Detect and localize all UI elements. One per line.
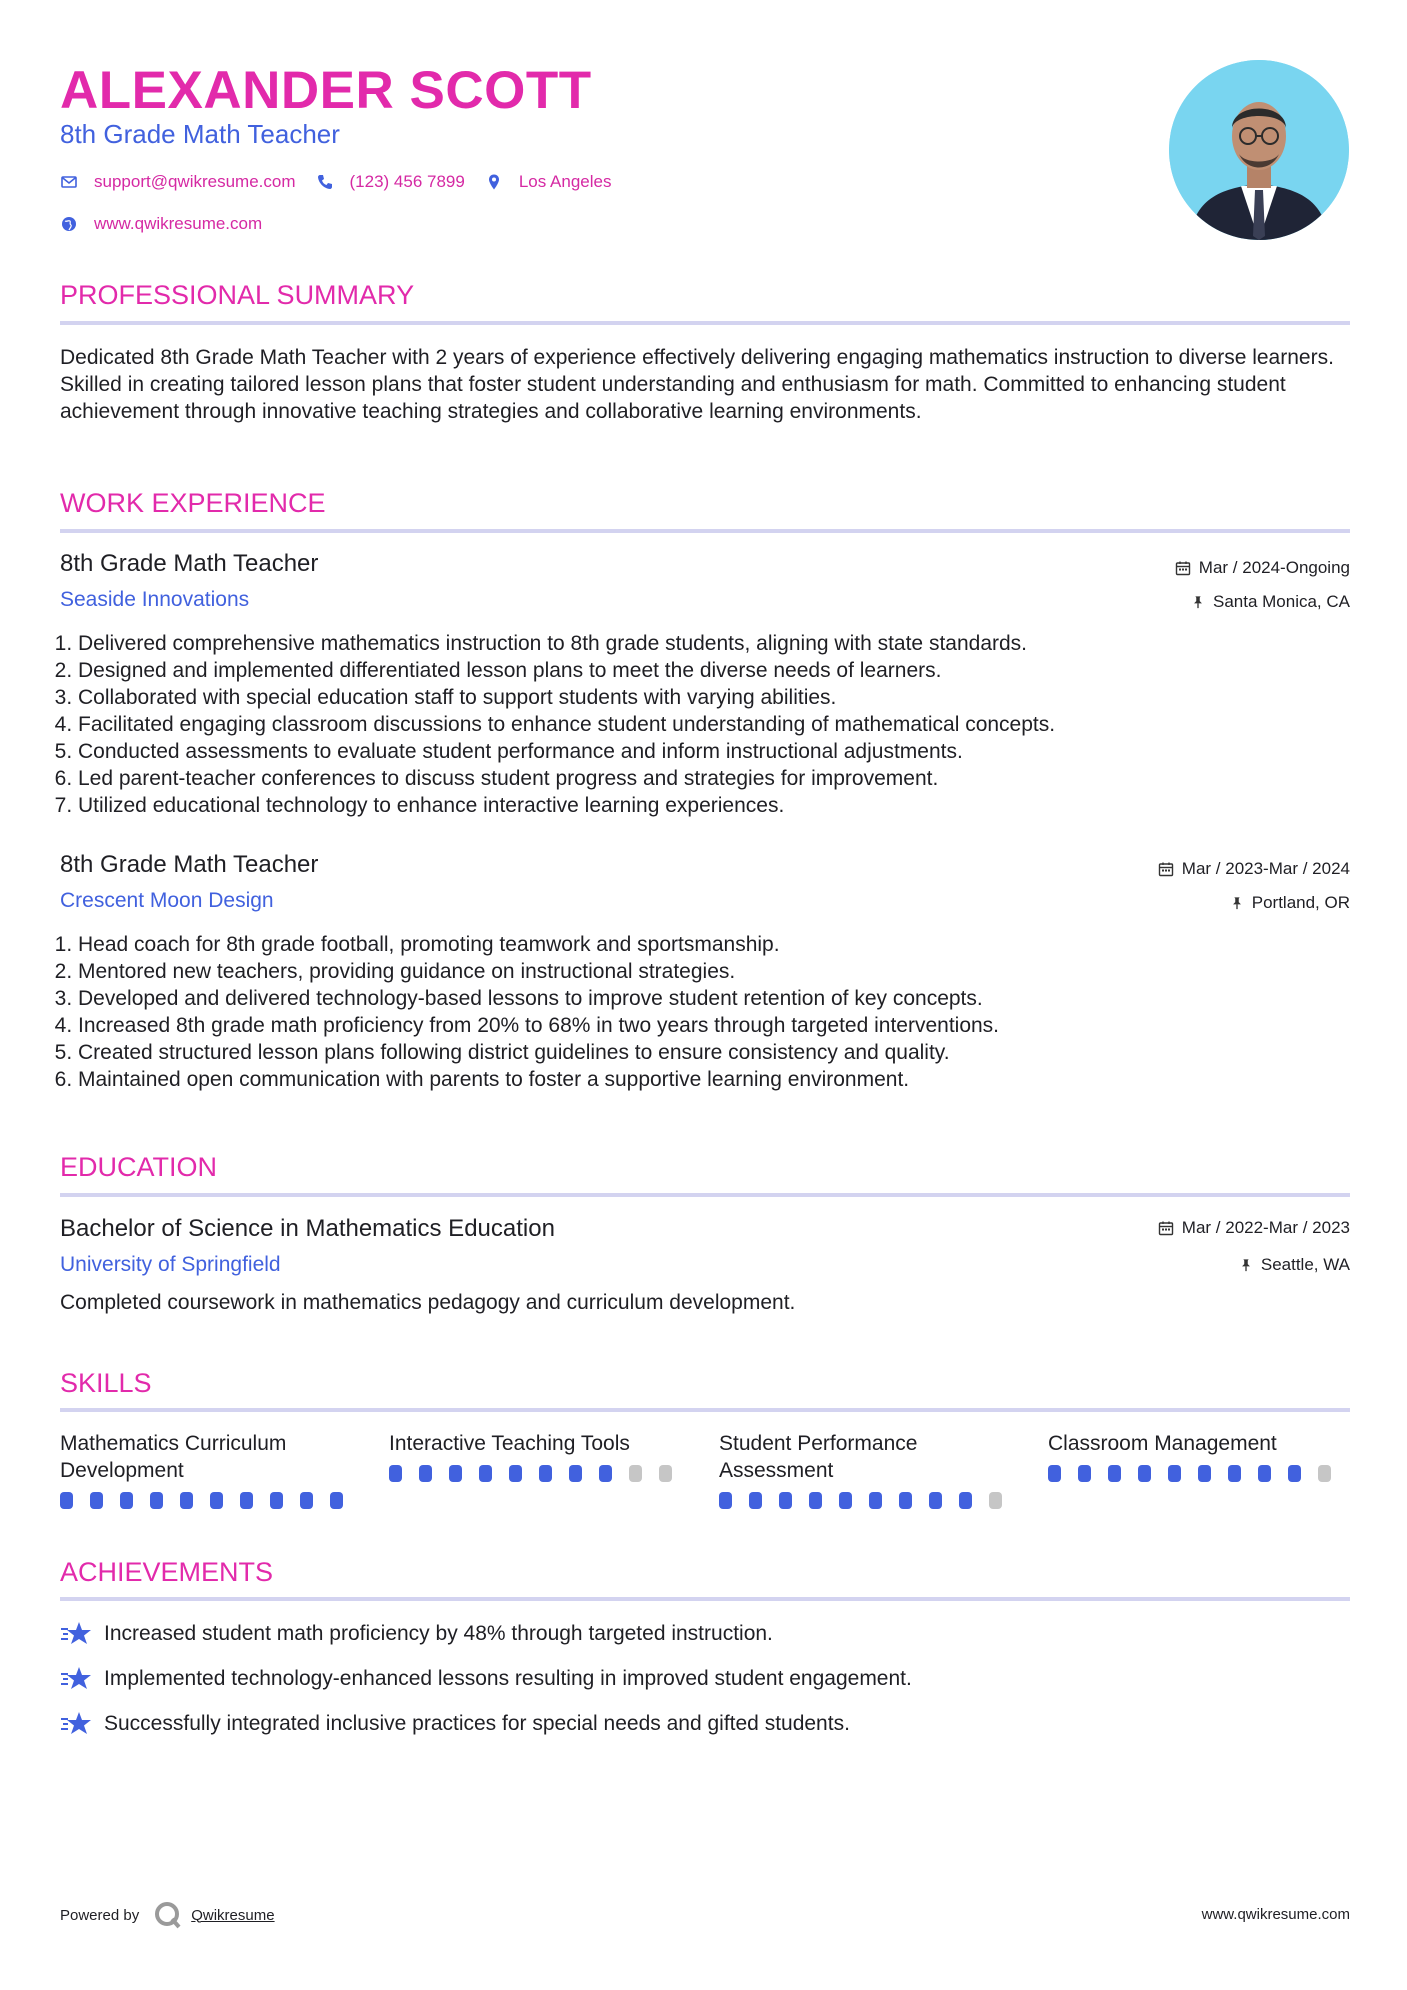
skill-dot-filled bbox=[1198, 1465, 1211, 1482]
summary-text: Dedicated 8th Grade Math Teacher with 2 years of experience effectively delivering engaging mathematics instruction to diverse learners. Skilled in creating tailored lesson plans that foster student understanding and enthusiasm for math. Committed to enhancing student achievement through innovative teaching strategies and collaborative learning environments. bbox=[60, 346, 1334, 423]
contact-phone[interactable] bbox=[316, 172, 465, 192]
job-bullet: 3. Collaborated with special education staff to support students with varying abilities. bbox=[78, 684, 1348, 711]
skill-dot-filled bbox=[120, 1492, 133, 1509]
job-company: Crescent Moon Design bbox=[60, 889, 274, 912]
skill-dot-filled bbox=[809, 1492, 822, 1509]
footer-website[interactable]: www.qwikresume.com bbox=[1201, 1906, 1350, 1923]
job-bullet: 4. Increased 8th grade math proficiency from 20% to 68% in two years through targeted interventions. bbox=[78, 1012, 1348, 1039]
skill-name: Interactive Teaching Tools bbox=[389, 1432, 630, 1455]
skill-name: Mathematics Curriculum Development bbox=[60, 1432, 287, 1482]
education-location-text: Seattle, WA bbox=[1260, 1255, 1350, 1274]
contact-row bbox=[60, 172, 631, 192]
skill-rating bbox=[1048, 1465, 1348, 1482]
skill-dot-filled bbox=[60, 1492, 73, 1509]
job-dates-text: Mar / 2024-Ongoing bbox=[1198, 558, 1350, 577]
skill-rating bbox=[60, 1492, 360, 1509]
job-bullet: 6. Maintained open communication with parents to foster a supportive learning environment. bbox=[78, 1066, 1348, 1093]
contact-row-website bbox=[60, 214, 282, 234]
skill-item bbox=[389, 1430, 689, 1482]
skill-dot-empty bbox=[989, 1492, 1002, 1509]
skill-dot-filled bbox=[569, 1465, 582, 1482]
achievements-divider bbox=[60, 1597, 1350, 1601]
job-bullets bbox=[60, 931, 1348, 1093]
skill-dot-filled bbox=[839, 1492, 852, 1509]
experience-divider bbox=[60, 529, 1350, 533]
skill-dot-filled bbox=[899, 1492, 912, 1509]
job-bullet: 1. Delivered comprehensive mathematics instruction to 8th grade students, aligning with state standards. bbox=[78, 630, 1348, 657]
skill-dot-filled bbox=[150, 1492, 163, 1509]
skill-dot-filled bbox=[300, 1492, 313, 1509]
star-icon bbox=[60, 1710, 92, 1738]
job-bullets bbox=[60, 630, 1348, 819]
skill-dot-filled bbox=[1288, 1465, 1301, 1482]
skill-dot-filled bbox=[869, 1492, 882, 1509]
achievement-text: Increased student math proficiency by 48% through targeted instruction. bbox=[104, 1622, 773, 1645]
school-name: University of Springfield bbox=[60, 1253, 281, 1276]
skill-dot-filled bbox=[389, 1465, 402, 1482]
skill-dot-filled bbox=[1228, 1465, 1241, 1482]
skills-heading: SKILLS bbox=[60, 1368, 152, 1398]
experience-heading: WORK EXPERIENCE bbox=[60, 488, 326, 518]
job-location-text: Portland, OR bbox=[1251, 893, 1350, 912]
job-title: 8th Grade Math Teacher bbox=[60, 550, 319, 577]
star-icon bbox=[60, 1665, 92, 1693]
skill-dot-filled bbox=[929, 1492, 942, 1509]
job-bullet: 2. Designed and implemented differentiated lesson plans to meet the diverse needs of learners. bbox=[78, 657, 1348, 684]
skill-name: Classroom Management bbox=[1048, 1432, 1277, 1455]
footer-powered-by bbox=[60, 1900, 275, 1930]
job-dates-text: Mar / 2023-Mar / 2024 bbox=[1181, 859, 1350, 878]
skill-dot-filled bbox=[419, 1465, 432, 1482]
skill-dot-filled bbox=[779, 1492, 792, 1509]
skill-dot-filled bbox=[1168, 1465, 1181, 1482]
skill-dot-empty bbox=[629, 1465, 642, 1482]
skill-rating bbox=[719, 1492, 1019, 1509]
education-dates-text: Mar / 2022-Mar / 2023 bbox=[1181, 1218, 1350, 1237]
skill-dot-filled bbox=[959, 1492, 972, 1509]
degree-title: Bachelor of Science in Mathematics Education bbox=[60, 1215, 555, 1242]
contact-location bbox=[485, 172, 612, 192]
job-bullet: 1. Head coach for 8th grade football, promoting teamwork and sportsmanship. bbox=[78, 931, 1348, 958]
skill-dot-filled bbox=[1108, 1465, 1121, 1482]
pushpin-icon bbox=[1230, 895, 1244, 911]
job-bullet: 5. Created structured lesson plans following district guidelines to ensure consistency and quality. bbox=[78, 1039, 1348, 1066]
skill-item bbox=[60, 1430, 360, 1509]
summary-divider bbox=[60, 321, 1350, 325]
job-location-text: Santa Monica, CA bbox=[1212, 592, 1350, 611]
job-bullet: 7. Utilized educational technology to enhance interactive learning experiences. bbox=[78, 792, 1348, 819]
education-heading: EDUCATION bbox=[60, 1152, 218, 1182]
achievement-item bbox=[60, 1665, 912, 1693]
job-bullet: 4. Facilitated engaging classroom discussions to enhance student understanding of mathematical concepts. bbox=[78, 711, 1348, 738]
website-text: www.qwikresume.com bbox=[94, 214, 263, 233]
summary-heading: PROFESSIONAL SUMMARY bbox=[60, 280, 415, 310]
phone-text: (123) 456 7899 bbox=[349, 172, 465, 191]
education-description: Completed coursework in mathematics pedagogy and curriculum development. bbox=[60, 1291, 796, 1314]
contact-website[interactable] bbox=[60, 214, 262, 234]
skill-dot-empty bbox=[1318, 1465, 1331, 1482]
skill-dot-filled bbox=[1048, 1465, 1061, 1482]
achievement-text: Successfully integrated inclusive practices for special needs and gifted students. bbox=[104, 1712, 850, 1735]
skill-dot-filled bbox=[599, 1465, 612, 1482]
skill-dot-filled bbox=[1078, 1465, 1091, 1482]
education-divider bbox=[60, 1193, 1350, 1197]
candidate-role: 8th Grade Math Teacher bbox=[60, 119, 340, 149]
portrait-illustration bbox=[1169, 60, 1349, 240]
globe-icon bbox=[60, 215, 78, 233]
skill-dot-empty bbox=[659, 1465, 672, 1482]
candidate-name: ALEXANDER SCOTT bbox=[60, 61, 592, 120]
achievement-item bbox=[60, 1710, 850, 1738]
skill-item bbox=[719, 1430, 1019, 1509]
qwikresume-logo-icon bbox=[153, 1900, 183, 1930]
skills-divider bbox=[60, 1408, 1350, 1412]
achievements-heading: ACHIEVEMENTS bbox=[60, 1557, 274, 1587]
skill-dot-filled bbox=[90, 1492, 103, 1509]
profile-photo bbox=[1169, 60, 1349, 240]
achievement-text: Implemented technology-enhanced lessons resulting in improved student engagement. bbox=[104, 1667, 912, 1690]
education-location bbox=[1239, 1255, 1350, 1275]
job-title: 8th Grade Math Teacher bbox=[60, 851, 319, 878]
skill-rating bbox=[389, 1465, 689, 1482]
skill-dot-filled bbox=[539, 1465, 552, 1482]
star-icon bbox=[60, 1620, 92, 1648]
job-location bbox=[1230, 893, 1350, 913]
job-company: Seaside Innovations bbox=[60, 588, 250, 611]
skill-dot-filled bbox=[240, 1492, 253, 1509]
calendar-icon bbox=[1158, 1220, 1174, 1236]
job-bullet: 5. Conducted assessments to evaluate student performance and inform instructional adjustments. bbox=[78, 738, 1348, 765]
skill-dot-filled bbox=[1138, 1465, 1151, 1482]
phone-icon bbox=[316, 173, 334, 191]
calendar-icon bbox=[1175, 560, 1191, 576]
job-location bbox=[1191, 592, 1350, 612]
email-text: support@qwikresume.com bbox=[94, 172, 296, 191]
skill-item bbox=[1048, 1430, 1348, 1482]
skill-dot-filled bbox=[719, 1492, 732, 1509]
skill-dot-filled bbox=[270, 1492, 283, 1509]
location-text: Los Angeles bbox=[518, 172, 612, 191]
skill-dot-filled bbox=[479, 1465, 492, 1482]
powered-by-label: Powered by bbox=[60, 1906, 140, 1924]
job-bullet: 6. Led parent-teacher conferences to discuss student progress and strategies for improvement. bbox=[78, 765, 1348, 792]
skill-dot-filled bbox=[330, 1492, 343, 1509]
calendar-icon bbox=[1158, 861, 1174, 877]
skill-dot-filled bbox=[749, 1492, 762, 1509]
education-dates bbox=[1158, 1218, 1350, 1238]
achievement-item bbox=[60, 1620, 773, 1648]
skill-dot-filled bbox=[210, 1492, 223, 1509]
contact-email[interactable] bbox=[60, 172, 296, 192]
qwikresume-link[interactable]: Qwikresume bbox=[191, 1906, 275, 1924]
skill-dot-filled bbox=[449, 1465, 462, 1482]
job-bullet: 2. Mentored new teachers, providing guidance on instructional strategies. bbox=[78, 958, 1348, 985]
pushpin-icon bbox=[1191, 594, 1205, 610]
job-bullet: 3. Developed and delivered technology-based lessons to improve student retention of key concepts. bbox=[78, 985, 1348, 1012]
job-dates bbox=[1158, 859, 1350, 879]
pushpin-icon bbox=[1239, 1257, 1253, 1273]
skill-dot-filled bbox=[509, 1465, 522, 1482]
map-pin-icon bbox=[485, 173, 503, 191]
skill-dot-filled bbox=[1258, 1465, 1271, 1482]
job-dates bbox=[1175, 558, 1350, 578]
skill-dot-filled bbox=[180, 1492, 193, 1509]
skill-name: Student Performance Assessment bbox=[719, 1432, 918, 1482]
envelope-icon bbox=[60, 173, 78, 191]
